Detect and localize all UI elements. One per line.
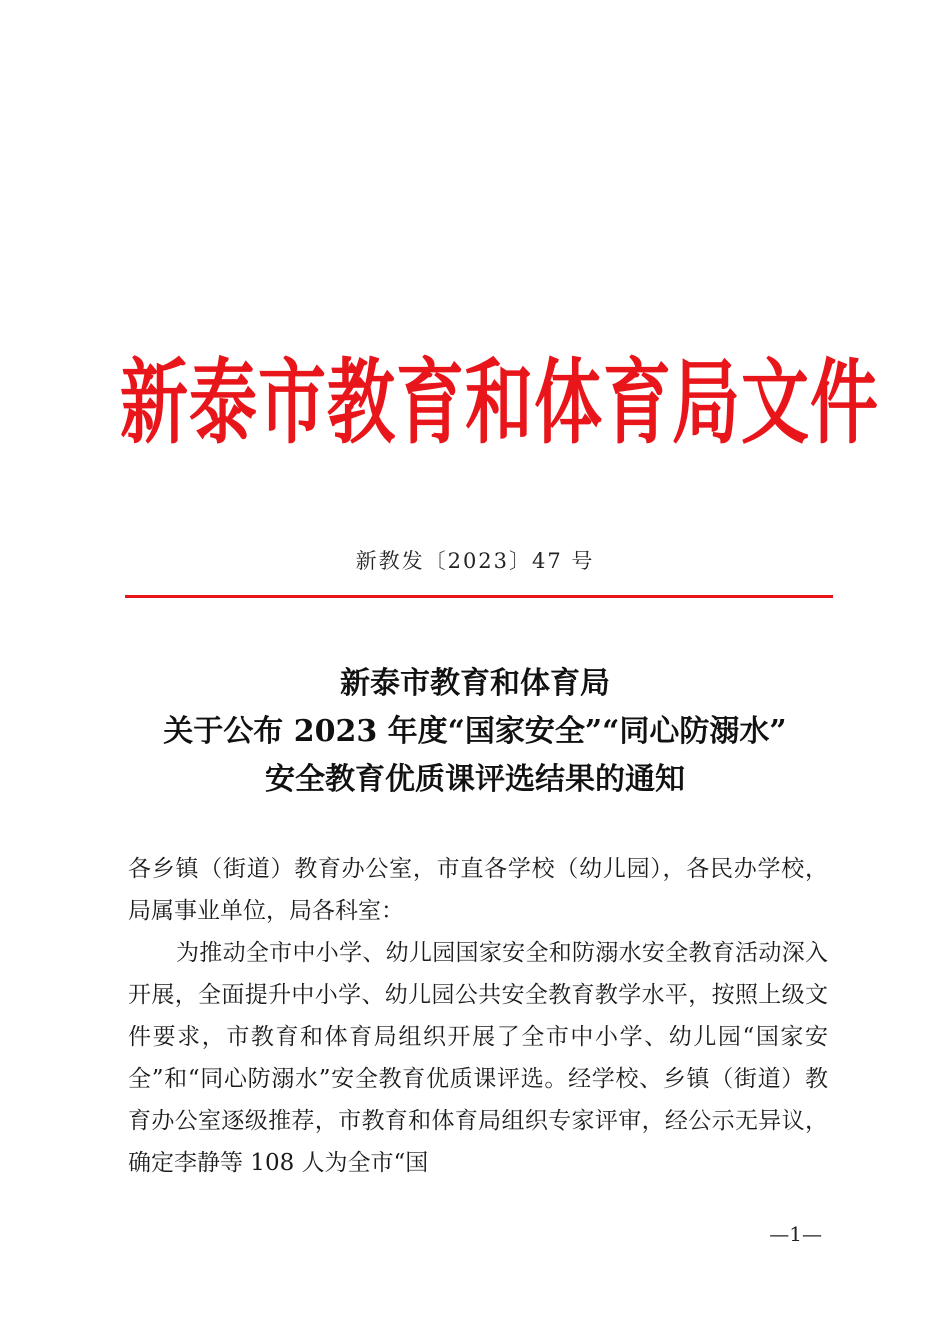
page-number: —1— <box>769 1222 822 1246</box>
title-line-2: 关于公布 2023 年度“国家安全”“同心防溺水” <box>163 714 787 749</box>
title-line-3: 安全教育优质课评选结果的通知 <box>265 762 685 797</box>
red-divider-rule <box>125 595 833 598</box>
body-paragraph: 为推动全市中小学、幼儿园国家安全和防溺水安全教育活动深入开展，全面提升中小学、幼儿园公共安全教育教学水平，按照上级文件要求，市教育和体育局组织开展了全市中小学、幼儿园“国家安全”和“同心防溺水”安全教育优质课评选。经学校、乡镇（街道）教育办公室逐级推荐，市教育和体育局组织专家评审，经公示无异议，确定李静等 108 人为全市“国 <box>128 940 828 1176</box>
notice-body <box>128 848 828 1184</box>
notice-title <box>100 660 850 804</box>
document-number: 新教发〔2023〕47 号 <box>355 549 595 573</box>
salutation: 各乡镇（街道）教育办公室，市直各学校（幼儿园），各民办学校，局属事业单位，局各科室： <box>128 856 828 924</box>
title-line-1: 新泰市教育和体育局 <box>340 666 610 701</box>
red-masthead-title: 新泰市教育和体育局文件 <box>120 351 880 458</box>
